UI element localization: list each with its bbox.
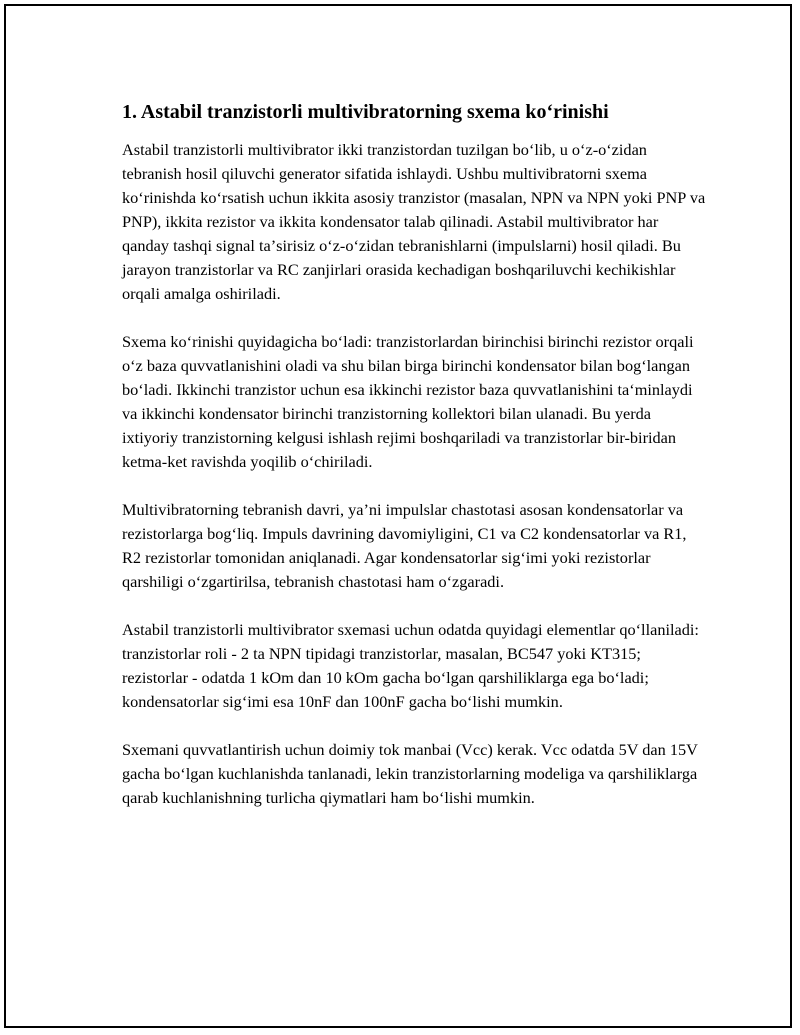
paragraph-3: Multivibratorning tebranish davri, yaʼni impulslar chastotasi asosan kondensatorlar va rezistorlarga bogʻliq. Impuls davrining davomiyligini, C1 va C2 kondensatorlar va R1, R2 rezistorlar tomonidan aniqlanadi. Agar kondensatorlar sigʻimi yoki rezistorlar qarshiligi oʻzgartirilsa, tebranish chastotasi ham oʻzgaradi.: [122, 500, 687, 591]
document-content: [122, 98, 706, 810]
paragraph-5: Sxemani quvvatlantirish uchun doimiy tok manbai (Vcc) kerak. Vcc odatda 5V dan 15V gacha boʻlgan kuchlanishda tanlanadi, lekin tranzistorlarning modeliga va qarshiliklarga qarab kuchlanishning turlicha qiymatlari ham boʻlishi mumkin.: [122, 740, 698, 807]
section-heading: 1. Astabil tranzistorli multivibratorning sxema koʻrinishi: [122, 101, 609, 123]
paragraph-4: Astabil tranzistorli multivibrator sxemasi uchun odatda quyidagi elementlar qoʻllaniladi: tranzistorlar roli - 2 ta NPN tipidagi tranzistorlar, masalan, BC547 yoki KT315; rezistorlar - odatda 1 kOm dan 10 kOm gacha boʻlgan qarshiliklarga ega boʻladi; kondensatorlar sigʻimi esa 10nF dan 100nF gacha boʻlishi mumkin.: [122, 620, 699, 711]
document-page: [4, 4, 792, 1028]
paragraph-2: Sxema koʻrinishi quyidagicha boʻladi: tranzistorlardan birinchisi birinchi rezistor orqali oʻz baza quvvatlanishini oladi va shu bilan birga birinchi kondensator bilan bogʻlangan boʻladi. Ikkinchi tranzistor uchun esa ikkinchi rezistor baza quvvatlanishini taʻminlaydi va ikkinchi kondensator birinchi tranzistorning kollektori bilan ulanadi. Bu yerda ixtiyoriy tranzistorning kelgusi ishlash rejimi boshqariladi va tranzistorlar bir-biridan ketma-ket ravishda yoqilib oʻchiriladi.: [122, 332, 694, 471]
paragraph-1: Astabil tranzistorli multivibrator ikki tranzistordan tuzilgan boʻlib, u oʻz-oʻzidan tebranish hosil qiluvchi generator sifatida ishlaydi. Ushbu multivibratorni sxema koʻrinishda koʻrsatish uchun ikkita asosiy tranzistor (masalan, NPN va NPN yoki PNP va PNP), ikkita rezistor va ikkita kondensator talab qilinadi. Astabil multivibrator har qanday tashqi signal taʼsirisiz oʻz-oʻzidan tebranishlarni (impulslarni) hosil qiladi. Bu jarayon tranzistorlar va RC zanjirlari orasida kechadigan boshqariluvchi kechikishlar orqali amalga oshiriladi.: [122, 140, 706, 303]
